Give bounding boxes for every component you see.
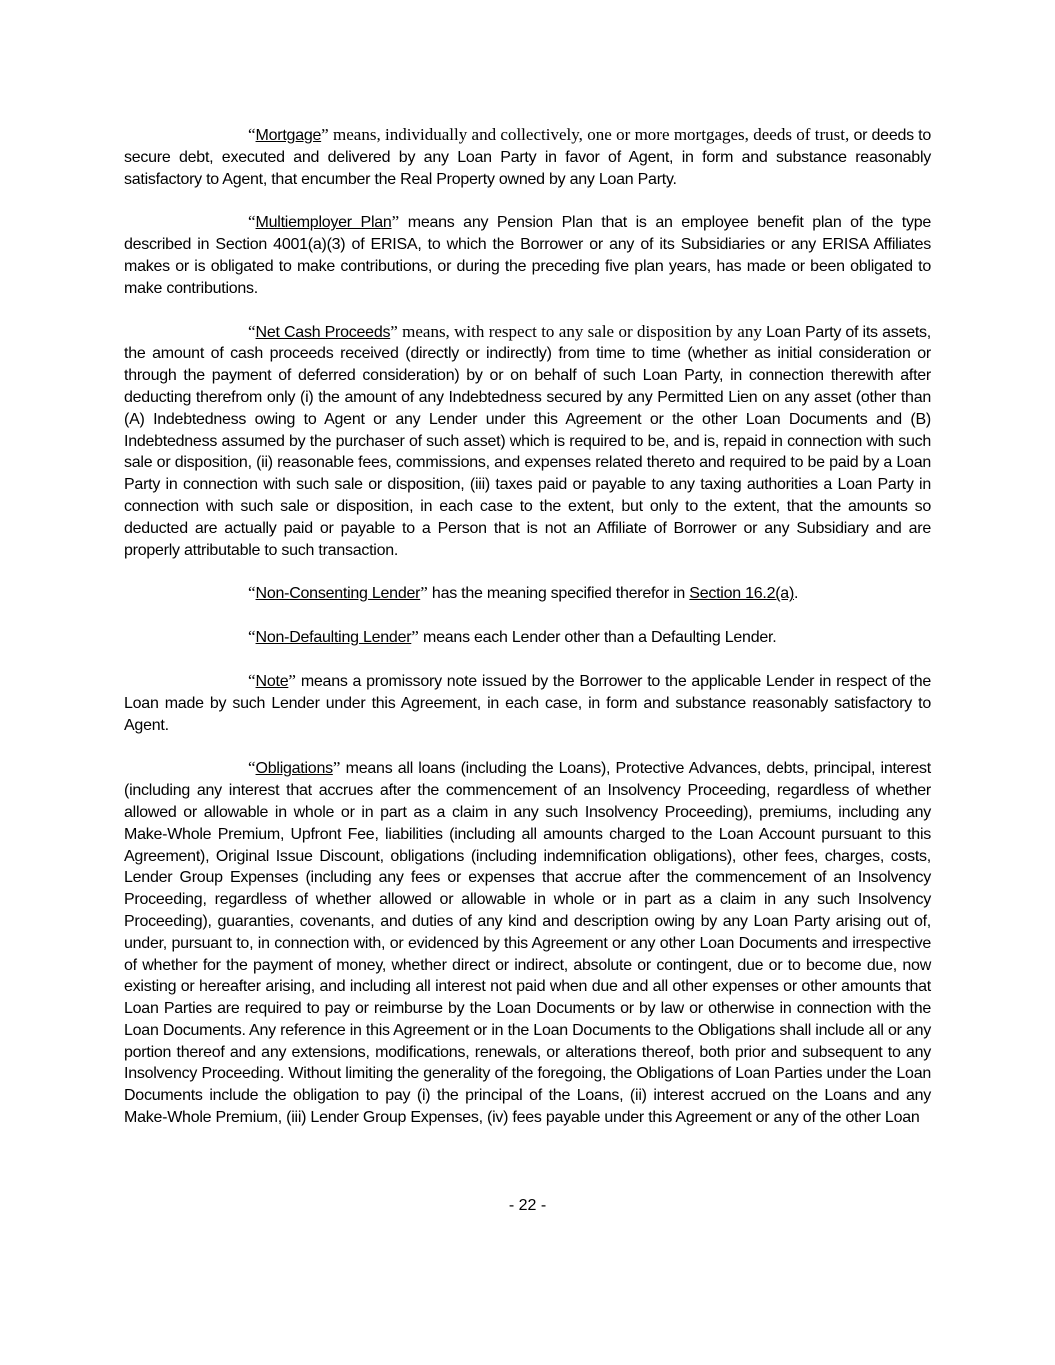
defined-term: Mortgage bbox=[255, 127, 322, 144]
page-number: - 22 - bbox=[508, 1197, 547, 1214]
defined-term: Net Cash Proceeds bbox=[255, 323, 391, 341]
definition-text: means all loans (including the Loans), Protective Advances, debts, principal, interest (including any interest that accrues after the commencement of an Insolvency Proceeding, regardless of whether allowed or allowable in whole or in part as a claim in any such Insolvency Proceeding), premiums, including any Make-Whole Premium, Upfront Fee, liabilities (including all amounts charged to the Loan Account pursuant to this Agreement), Original Issue Discount, obligations (including indemnification obligations), other fees, charges, costs, Lender Group Expenses (including any fees or expenses that accrue after the commencement of an Insolvency Proceeding, regardless of whether allowed or allowable in whole or in part as a claim in any such Insolvency Proceeding), guaranties, covenants, and duties of any kind and description owing by any Loan Party arising out of, under, pursuant to, in connection with, or evidenced by this Agreement or any other Loan Documents and irrespective of whether for the payment of money, whether direct or indirect, absolute or contingent, due or to become due, now existing or hereafter arising, and including all interest not paid when due and all other expenses or other amounts that Loan Parties are required to pay or reimburse by the Loan Documents or by law or otherwise in connection with the Loan Documents. Any reference in this Agreement or in the Loan Documents to the Obligations shall include all or any portion thereof and any extensions, modifications, renewals, or alterations thereof, both prior and subsequent to any Insolvency Proceeding. Without limiting the generality of the foregoing, the Obligations of Loan Parties under the Loan Documents include the obligation to pay (i) the principal of the Loans, (ii) interest accrued on the Loans and any Make-Whole Premium, (iii) Lender Group Expenses, (iv) fees payable under this Agreement or any of the other Loan bbox=[124, 760, 931, 1127]
definition-note: “Note” means a promissory note issued by the Borrower to the applicable Lender in respect of the Loan made by such Lender under this Agreement, in each case, in form and substance reasonably satisfactory to Agent. bbox=[124, 670, 931, 734]
defined-term: Obligations bbox=[255, 760, 333, 778]
definition-obligations: “Obligations” means all loans (including the Loans), Protective Advances, debts, principal, interest (including any interest that accrues after the commencement of an Insolvency Proceeding, regardless of whether allowed or allowable in whole or in part as a claim in any such Insolvency Proceeding), premiums, including any Make-Whole Premium, Upfront Fee, liabilities (including all amounts charged to the Loan Account pursuant to this Agreement), Original Issue Discount, obligations (including indemnification obligations), other fees, charges, costs, Lender Group Expenses (including any fees or expenses that accrue after the commencement of an Insolvency Proceeding, regardless of whether allowed or allowable in whole or in part as a claim in any such Insolvency Proceeding), guaranties, covenants, and duties of any kind and description owing by any Loan Party arising out of, under, pursuant to, in connection with, or evidenced by this Agreement or any other Loan Documents and irrespective of whether for the payment of money, whether direct or indirect, absolute or contingent, due or to become due, now existing or hereafter arising, and including all interest not paid when due and all other expenses or other amounts that Loan Parties are required to pay or reimburse by the Loan Documents or by law or otherwise in connection with the Loan Documents. Any reference in this Agreement or in the Loan Documents to the Obligations shall include all or any portion thereof and any extensions, modifications, renewals, or alterations thereof, both prior and subsequent to any Insolvency Proceeding. Without limiting the generality of the foregoing, the Obligations of Loan Parties under the Loan Documents include the obligation to pay (i) the principal of the Loans, (ii) interest accrued on the Loans and any Make-Whole Premium, (iii) Lender Group Expenses, (iv) fees payable under this Agreement or any of the other Loan bbox=[124, 758, 931, 1127]
definition-non-consenting-lender: “Non-Consenting Lender” has the meaning specified therefor in Section 16.2(a). bbox=[248, 583, 799, 603]
definition-multiemployer-plan: “Multiemployer Plan” means any Pension Plan that is an employee benefit plan of the type described in Section 4001(a)(3) of ERISA, to which the Borrower or any of its Subsidiaries or any ERISA Affiliates makes or is obligated to make contributions, or during the preceding five plan years, has made or been obligated to make contributions. bbox=[124, 212, 931, 297]
definition-net-cash-proceeds: “Net Cash Proceeds” means, with respect to any sale or disposition by any Loan Party of its assets, the amount of cash proceeds received (directly or indirectly) from time to time (whether as initial consideration or through the payment of deferred consideration) by or on behalf of such Loan Party, in connection therewith after deducting therefrom only (i) the amount of any Indebtedness secured by any Permitted Lien on any asset (other than (A) Indebtedness owing to Agent or any Lender under this Agreement or the other Loan Documents and (B) Indebtedness assumed by the purchaser of such asset) which is required to be, and is, repaid in connection with such sale or disposition, (ii) reasonable fees, commissions, and expenses related thereto and required to be paid by a Loan Party in connection with such sale or disposition, (iii) taxes paid or payable to any taxing authorities a Loan Party in connection with such sale or disposition, in each case to the extent, but only to the extent, that the amounts so deducted are actually paid or payable to a Person that is not an Affiliate of Borrower or any Subsidiary and are properly attributable to such transaction. bbox=[124, 321, 932, 559]
definition-non-defaulting-lender: “Non-Defaulting Lender” means each Lender other than a Defaulting Lender. bbox=[248, 627, 777, 647]
definition-text: or deeds to secure debt, executed and delivered by any Loan Party in favor of Agent, in form and substance reasonably satisfactory to Agent, that encumber the Real Property owned by any Loan Party. bbox=[124, 127, 932, 188]
definition-text: means a promissory note issued by the Borrower to the applicable Lender in respect of the Loan made by such Lender under this Agreement, in each case, in form and substance reasonably satisfactory to Agent. bbox=[124, 672, 931, 734]
section-reference: Section 16.2(a) bbox=[689, 585, 795, 603]
definition-tail: . bbox=[794, 585, 799, 603]
definition-text: has the meaning specified therefor in bbox=[427, 585, 690, 603]
definition-lead: means, with respect to any sale or disposition by any bbox=[397, 321, 762, 341]
defined-term: Non-Defaulting Lender bbox=[255, 629, 412, 647]
definition-mortgage: “Mortgage” means, individually and collectively, one or more mortgages, deeds of trust, or deeds to secure debt, executed and delivered by any Loan Party in favor of Agent, in form and substance reasonably satisfactory to Agent, that encumber the Real Property owned by any Loan Party. bbox=[124, 125, 932, 188]
definition-text: Loan Party of its assets, the amount of cash proceeds received (directly or indirectly) from time to time (whether as initial consideration or through the payment of deferred consideration) by or on behalf of such Loan Party, in connection therewith after deducting therefrom only (i) the amount of any Indebtedness secured by any Permitted Lien on any asset (other than (A) Indebtedness owing to Agent or any Lender under this Agreement or the other Loan Documents and (B) Indebtedness assumed by the purchaser of such asset) which is required to be, and is, repaid in connection with such sale or disposition, (ii) reasonable fees, commissions, and expenses related thereto and required to be paid by a Loan Party in connection with such sale or disposition, (iii) taxes paid or payable to any taxing authorities a Loan Party in connection with such sale or disposition, in each case to the extent, but only to the extent, that the amounts so deducted are actually paid or payable to a Person that is not an Affiliate of Borrower or any Subsidiary and are properly attributable to such transaction. bbox=[124, 323, 932, 559]
definition-text: means each Lender other than a Defaulting Lender. bbox=[418, 629, 777, 647]
definition-text: means any Pension Plan that is an employee benefit plan of the type described in Section 4001(a)(3) of ERISA, to which the Borrower or any of its Subsidiaries or any ERISA Affiliates makes or is obligated to make contributions, or during the preceding five plan years, has made or been obligated to make contributions. bbox=[124, 214, 931, 297]
definition-lead: means, individually and collectively, one or more mortgages, deeds of trust, bbox=[328, 125, 850, 144]
defined-term: Note bbox=[255, 672, 289, 690]
definitions-section bbox=[124, 124, 931, 1150]
defined-term: Multiemployer Plan bbox=[255, 214, 392, 232]
defined-term: Non-Consenting Lender bbox=[255, 585, 421, 603]
